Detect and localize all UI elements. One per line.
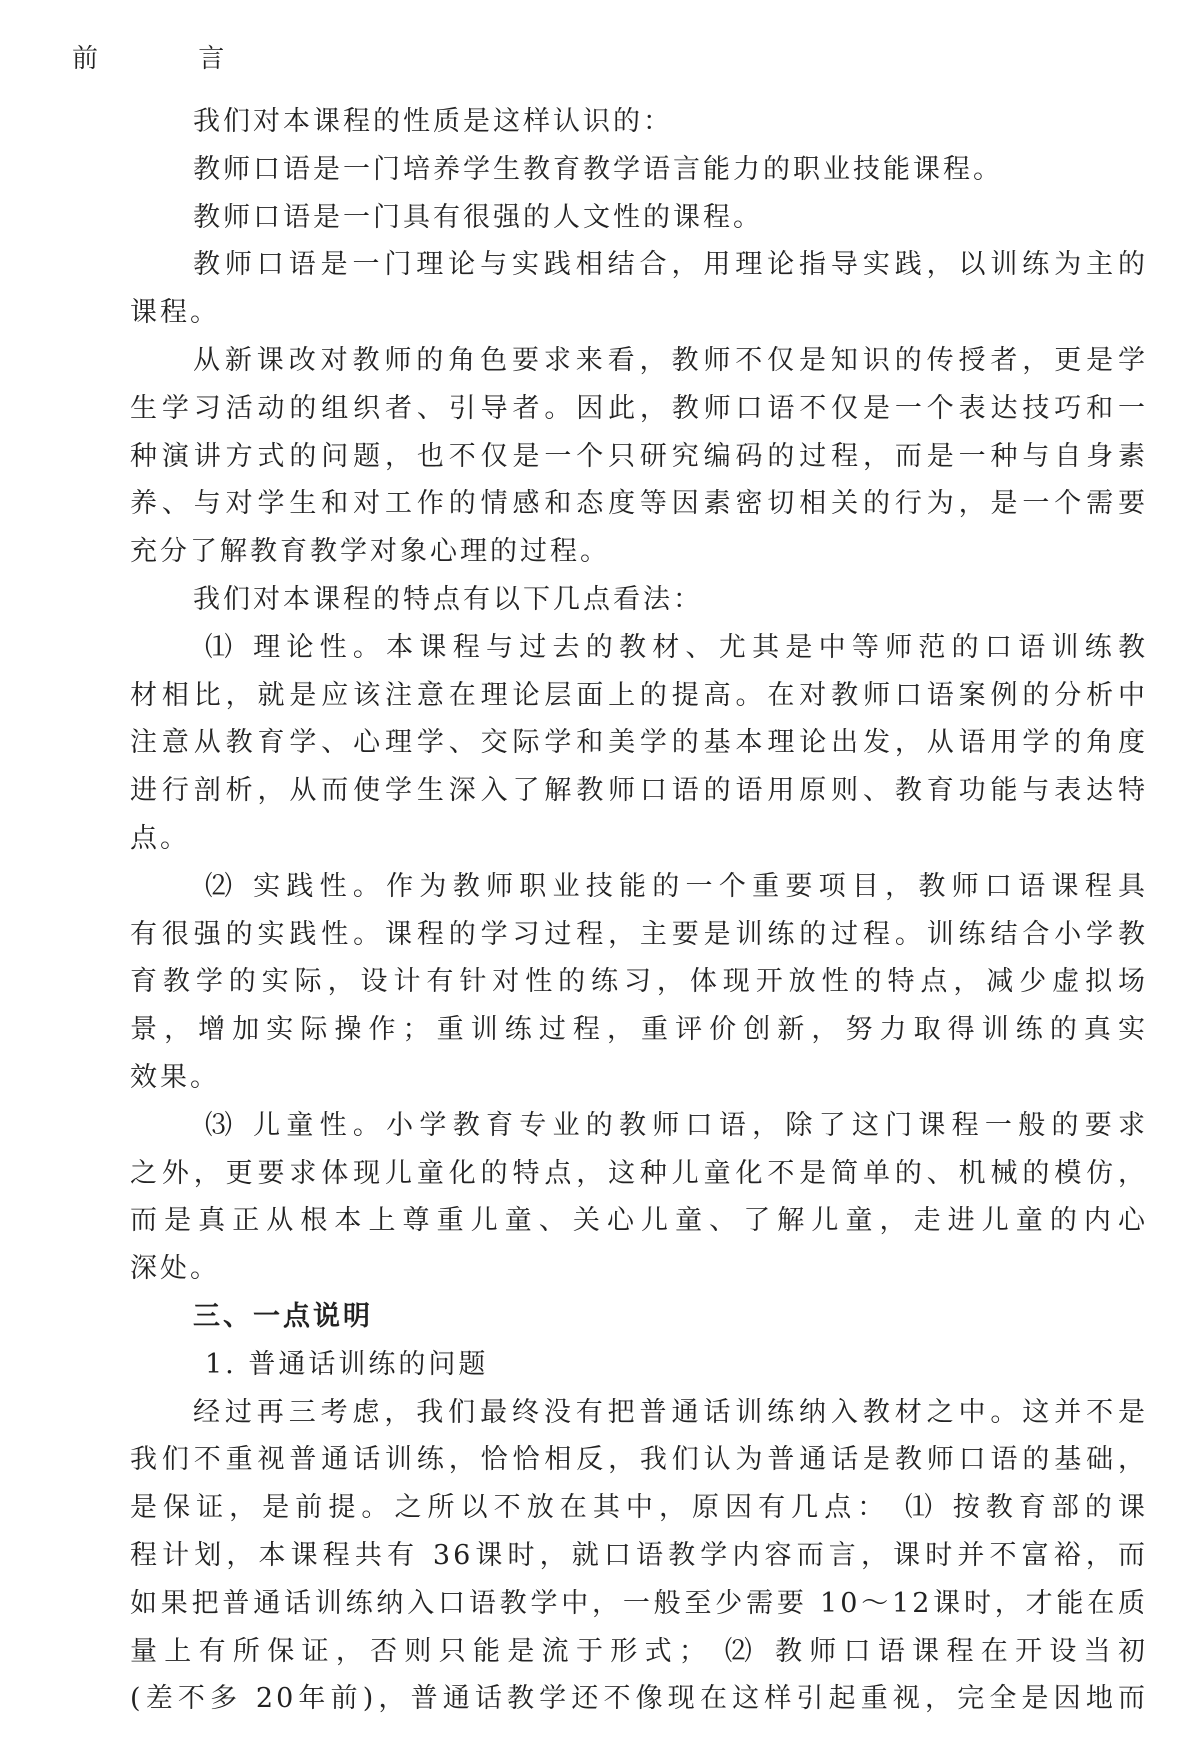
text-line: 量上有所保证，否则只能是流于形式； ⑵ 教师口语课程在开设当初 — [130, 1635, 1148, 1667]
text-line: 之外，更要求体现儿童化的特点，这种儿童化不是简单的、机械的模仿， — [130, 1157, 1148, 1189]
text-line: 是保证，是前提。之所以不放在其中，原因有几点： ⑴ 按教育部的课 — [130, 1492, 1148, 1524]
text-line: 教师口语是一门理论与实践相结合，用理论指导实践，以训练为主的 — [193, 249, 1148, 281]
text-line: 1. 普通话训练的问题 — [205, 1348, 489, 1380]
text-line: 养、与对学生和对工作的情感和态度等因素密切相关的行为，是一个需要 — [130, 488, 1148, 520]
text-line: 从新课改对教师的角色要求来看，教师不仅是知识的传授者，更是学 — [193, 345, 1148, 376]
text-line: 课程。 — [130, 297, 220, 329]
text-line: 充分了解教育教学对象心理的过程。 — [130, 536, 610, 568]
text-line: 生学习活动的组织者、引导者。因此，教师口语不仅是一个表达技巧和一 — [130, 392, 1148, 424]
text-line: (差不多 20年前)，普通话教学还不像现在这样引起重视，完全是因地而 — [130, 1683, 1148, 1715]
page-header-title: 前 言 — [72, 44, 271, 74]
text-line: ⑶ 儿童性。小学教育专业的教师口语，除了这门课程一般的要求 — [205, 1109, 1148, 1141]
text-line: 育教学的实际，设计有针对性的练习，体现开放性的特点，减少虚拟场 — [130, 966, 1148, 998]
text-line: 种演讲方式的问题，也不仅是一个只研究编码的过程，而是一种与自身素 — [130, 440, 1148, 472]
text-line: 进行剖析，从而使学生深入了解教师口语的语用原则、教育功能与表达特 — [130, 775, 1148, 807]
text-line: 注意从教育学、心理学、交际学和美学的基本理论出发，从语用学的角度 — [130, 727, 1148, 759]
text-line: 如果把普通话训练纳入口语教学中，一般至少需要 10～12课时，才能在质 — [130, 1587, 1148, 1619]
text-line: 材相比，就是应该注意在理论层面上的提高。在对教师口语案例的分析中 — [130, 679, 1148, 711]
text-line: 有很强的实践性。课程的学习过程，主要是训练的过程。训练结合小学教 — [130, 918, 1148, 950]
text-line: 我们对本课程的性质是这样认识的： — [193, 106, 673, 137]
text-line: 点。 — [130, 823, 190, 854]
section-heading: 三、一点说明 — [193, 1301, 373, 1332]
text-line: 教师口语是一门具有很强的人文性的课程。 — [193, 201, 763, 233]
text-line: 深处。 — [130, 1253, 220, 1285]
text-line: 而是真正从根本上尊重儿童、关心儿童、了解儿童，走进儿童的内心 — [130, 1205, 1148, 1237]
text-line: 教师口语是一门培养学生教育教学语言能力的职业技能课程。 — [193, 153, 1003, 185]
text-line: 程计划，本课程共有 36课时，就口语教学内容而言，课时并不富裕，而 — [130, 1540, 1148, 1571]
text-line: ⑵ 实践性。作为教师职业技能的一个重要项目，教师口语课程具 — [205, 870, 1148, 902]
text-line: 效果。 — [130, 1062, 220, 1093]
text-line: 我们对本课程的特点有以下几点看法： — [193, 584, 703, 615]
text-line: 景，增加实际操作；重训练过程，重评价创新，努力取得训练的真实 — [130, 1014, 1148, 1046]
text-line: 我们不重视普通话训练，恰恰相反，我们认为普通话是教师口语的基础， — [130, 1444, 1148, 1476]
text-line: ⑴ 理论性。本课程与过去的教材、尤其是中等师范的口语训练教 — [205, 631, 1148, 663]
text-line: 经过再三考虑，我们最终没有把普通话训练纳入教材之中。这并不是 — [193, 1396, 1148, 1428]
